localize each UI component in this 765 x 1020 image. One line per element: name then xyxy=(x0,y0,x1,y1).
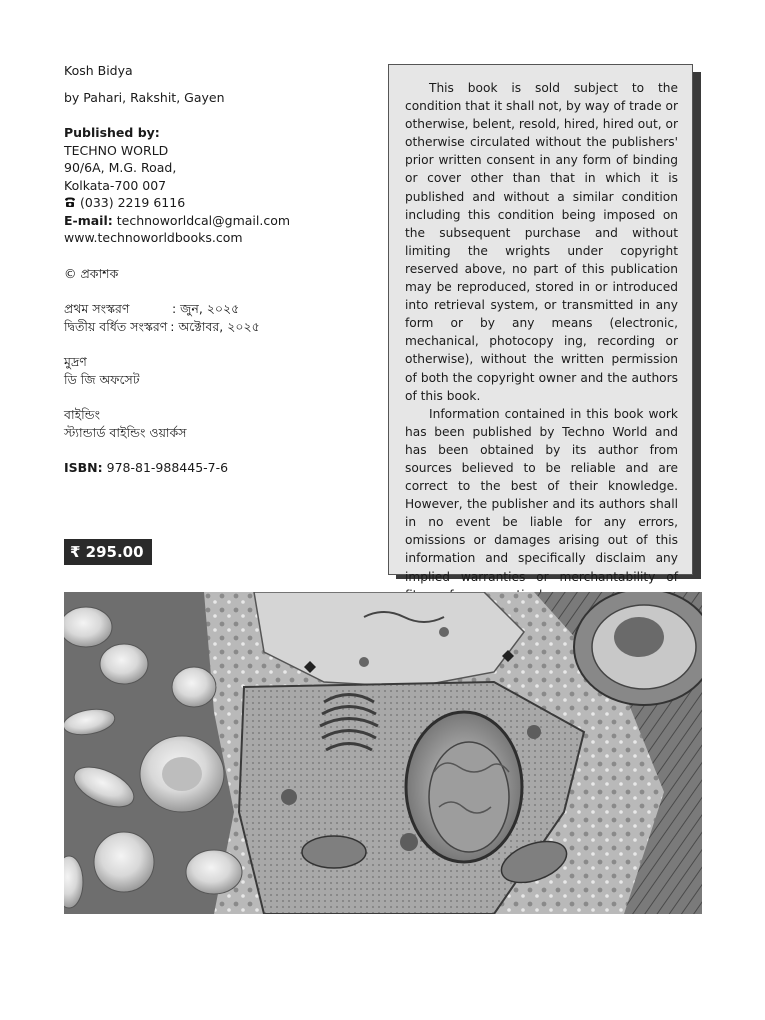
edition-value: : অক্টোবর, ২০২৫ xyxy=(170,318,260,334)
notice-paragraph-1: This book is sold subject to the condition that it shall not, by way of trade or otherwise, belent, resold, hired, hired out, or otherwise circulated without the publishers' prior written consent in any form of binding or cover other than that in which it is published and without a similar condition including this condition being imposed on the subsequent purchase and without limiting the wrights under copyright reserved above, no part of this publication may be reproduced, stored in or introduced into retrieval system, or transmitted in any form or by any means (electronic, mechanical, photocopy ing, recording or otherwise), without the written permission of both the copyright owner and the authors of this book. xyxy=(405,81,678,403)
notice-paragraph-2: Information contained in this book work has been published by Techno World and has been obtained by its author from sources believed to be reliable and are correct to the best of their knowledge. However, the publisher and its authors shall in no event be liable for any errors, omissions or damages arising out of this information and specifically disclaim any implied warranties or merchantability of xyxy=(405,406,678,584)
edition-label: দ্বিতীয় বর্ধিত সংস্করণ xyxy=(64,318,168,334)
copyright-notice-box xyxy=(388,64,693,584)
binding-value: স্ট্যান্ডার্ড বাইন্ডিং ওয়ার্কস xyxy=(64,424,187,440)
cell-illustration xyxy=(64,592,702,914)
price-badge: ₹ 295.00 xyxy=(64,539,152,565)
email-link[interactable]: technoworldcal@gmail.com xyxy=(116,212,291,228)
publisher-address-line2: Kolkata-700 007 xyxy=(64,177,167,193)
printer-label: মুদ্রণ xyxy=(64,354,87,369)
book-authors: by Pahari, Rakshit, Gayen xyxy=(64,89,225,105)
edition-row-second xyxy=(64,318,364,336)
published-by-heading: Published by: xyxy=(64,125,160,140)
printer-value: ডি জি অফসেট xyxy=(64,371,140,387)
book-title: Kosh Bidya xyxy=(64,63,133,78)
telephone-icon xyxy=(64,197,76,208)
edition-value: : জুন, ২০২৫ xyxy=(172,301,240,316)
copyright-notice: © প্রকাশক xyxy=(64,265,119,281)
edition-label: প্রথম সংস্করণ xyxy=(64,301,130,316)
binding-label: বাইন্ডিং xyxy=(64,407,101,422)
publisher-phone: (033) 2219 6116 xyxy=(64,194,364,212)
cell-illustration-svg xyxy=(64,592,702,914)
imprint-block xyxy=(64,62,364,477)
publisher-address-line1: 90/6A, M.G. Road, xyxy=(64,160,177,175)
publisher-email: E-mail: technoworldcal@gmail.com xyxy=(64,212,291,228)
publisher-name: TECHNO WORLD xyxy=(64,142,169,158)
edition-row-first xyxy=(64,300,364,318)
isbn: ISBN: 978-81-988445-7-6 xyxy=(64,460,229,475)
publisher-website[interactable]: www.technoworldbooks.com xyxy=(64,230,243,245)
